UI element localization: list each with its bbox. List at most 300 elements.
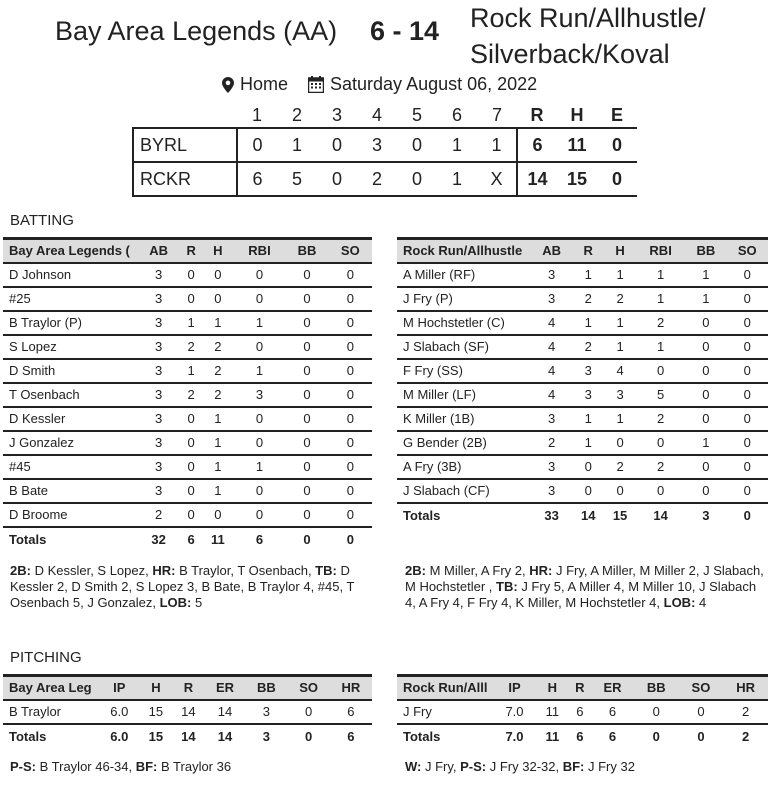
stat-cell: 0 [180, 431, 202, 455]
stat-cell: 0 [180, 503, 202, 527]
stat-cell: 0 [285, 455, 328, 479]
note-value: J Fry 32-32, [486, 759, 563, 774]
total-cell: 0 [287, 724, 329, 748]
linescore-cell: 3 [357, 128, 397, 162]
game-meta [222, 74, 537, 95]
stat-cell: 0 [180, 455, 202, 479]
stat-cell: 3 [604, 383, 636, 407]
stat-cell: 0 [727, 407, 768, 431]
table-row [3, 479, 372, 503]
away-pitching-table [397, 674, 768, 748]
linescore-row [133, 128, 637, 162]
linescore-table [132, 104, 637, 197]
map-pin-icon [222, 77, 234, 93]
player-name: J Slabach (SF) [397, 335, 531, 359]
stat-cell: 3 [531, 287, 572, 311]
stat-cell: 11 [536, 700, 569, 724]
stat-cell: 0 [287, 700, 329, 724]
stat-cell: 0 [329, 479, 372, 503]
player-name: K Miller (1B) [397, 407, 531, 431]
stat-cell: 7.0 [493, 700, 536, 724]
stat-cell: 0 [727, 263, 768, 287]
stat-cell: 0 [572, 455, 604, 479]
stat-cell: 0 [636, 431, 685, 455]
table-row [397, 359, 768, 383]
stat-cell: 2 [572, 335, 604, 359]
stat-cell: 2 [723, 700, 768, 724]
player-name: B Traylor (P) [3, 311, 137, 335]
note-key: LOB: [159, 595, 192, 610]
note-value: J Fry, [421, 759, 461, 774]
table-row [3, 263, 372, 287]
total-cell: 0 [679, 724, 724, 748]
column-header: H [536, 676, 569, 700]
note-value: M Miller, A Fry 2, [425, 563, 530, 578]
totals-label: Totals [397, 724, 493, 748]
player-name: A Fry (3B) [397, 455, 531, 479]
table-row [397, 335, 768, 359]
stat-cell: 0 [329, 287, 372, 311]
stat-cell: 0 [727, 383, 768, 407]
stat-cell: 6.0 [99, 700, 140, 724]
table-row [3, 407, 372, 431]
stat-cell: 0 [285, 407, 328, 431]
stat-cell: 0 [604, 431, 636, 455]
stat-cell: 0 [679, 700, 724, 724]
player-name: B Bate [3, 479, 137, 503]
column-header: IP [99, 676, 140, 700]
stat-cell: 1 [636, 335, 685, 359]
stat-cell: 6 [569, 700, 591, 724]
stat-cell: 0 [234, 503, 286, 527]
stat-cell: 1 [604, 263, 636, 287]
table-row [397, 455, 768, 479]
linescore-cell: 5 [277, 162, 317, 196]
column-header: R [172, 676, 205, 700]
column-header: AB [531, 239, 572, 263]
player-name: M Miller (LF) [397, 383, 531, 407]
table-row [397, 383, 768, 407]
stat-cell: 3 [137, 263, 180, 287]
stat-cell: 0 [202, 287, 234, 311]
stat-cell: 0 [604, 479, 636, 503]
stat-cell: 0 [685, 455, 726, 479]
table-header-row [3, 239, 372, 263]
column-header: HR [330, 676, 372, 700]
player-name: J Slabach (CF) [397, 479, 531, 503]
stat-cell: 3 [531, 455, 572, 479]
stat-cell: 2 [202, 335, 234, 359]
total-cell: 15 [604, 503, 636, 527]
column-header: SO [727, 239, 768, 263]
linescore-team: BYRL [133, 128, 237, 162]
stat-cell: 4 [531, 359, 572, 383]
stat-cell: 0 [329, 263, 372, 287]
stat-cell: 0 [285, 263, 328, 287]
table-row [3, 335, 372, 359]
note-value: D Kessler, S Lopez, [30, 563, 153, 578]
stat-cell: 1 [234, 359, 286, 383]
totals-row [3, 527, 372, 551]
note-value: 5 [191, 595, 203, 610]
column-header: SO [287, 676, 329, 700]
linescore-header: 4 [371, 105, 382, 125]
stat-cell: 0 [727, 431, 768, 455]
stat-cell: 0 [285, 431, 328, 455]
player-name: D Broome [3, 503, 137, 527]
stat-cell: 3 [137, 431, 180, 455]
total-cell: 3 [685, 503, 726, 527]
stat-cell: 0 [727, 311, 768, 335]
stat-cell: 0 [329, 503, 372, 527]
stat-cell: 0 [685, 479, 726, 503]
column-header: SO [679, 676, 724, 700]
column-header: H [202, 239, 234, 263]
away-pitching-notes [405, 759, 767, 775]
column-header: R [572, 239, 604, 263]
total-cell: 14 [172, 724, 205, 748]
stat-cell: 0 [727, 479, 768, 503]
linescore-cell: 0 [397, 162, 437, 196]
stat-cell: 3 [137, 479, 180, 503]
column-header: ER [205, 676, 246, 700]
stat-cell: 0 [636, 359, 685, 383]
stat-cell: 0 [285, 287, 328, 311]
away-batting-table [397, 237, 768, 527]
stat-cell: 1 [180, 311, 202, 335]
stat-cell: 2 [604, 287, 636, 311]
stat-cell: 0 [329, 431, 372, 455]
total-cell: 7.0 [493, 724, 536, 748]
stat-cell: 0 [329, 335, 372, 359]
note-key: TB: [315, 563, 337, 578]
stat-cell: 2 [636, 407, 685, 431]
stat-cell: 0 [329, 455, 372, 479]
total-cell: 6 [180, 527, 202, 551]
stat-cell: 15 [140, 700, 173, 724]
total-cell: 14 [205, 724, 246, 748]
stat-cell: 1 [604, 407, 636, 431]
note-key: TB: [496, 579, 518, 594]
totals-row [3, 724, 372, 748]
column-header: SO [329, 239, 372, 263]
stat-cell: 1 [202, 479, 234, 503]
table-header-row [3, 676, 372, 700]
note-key: LOB: [663, 595, 696, 610]
stat-cell: 0 [727, 335, 768, 359]
total-cell: 6 [234, 527, 286, 551]
linescore-cell: 6 [237, 162, 277, 196]
stat-cell: 2 [202, 383, 234, 407]
table-row [397, 431, 768, 455]
note-key: P-S: [460, 759, 487, 774]
stat-cell: 6 [330, 700, 372, 724]
linescore-header: 6 [451, 105, 462, 125]
stat-cell: 0 [285, 311, 328, 335]
total-cell: 11 [202, 527, 234, 551]
player-name: #25 [3, 287, 137, 311]
linescore-cell: 1 [477, 128, 517, 162]
stat-cell: 14 [172, 700, 205, 724]
stat-cell: 1 [572, 263, 604, 287]
player-name: J Fry (P) [397, 287, 531, 311]
linescore-header: 7 [491, 105, 502, 125]
note-value: J Fry 32 [584, 759, 635, 774]
linescore-header: 2 [291, 105, 302, 125]
stat-cell: 1 [685, 431, 726, 455]
stat-cell: 0 [285, 503, 328, 527]
linescore-cell: 1 [437, 128, 477, 162]
column-header: HR [723, 676, 768, 700]
note-value: B Traylor 46-34, [36, 759, 136, 774]
total-cell: 6 [591, 724, 634, 748]
total-cell: 11 [536, 724, 569, 748]
linescore-cell: 0 [317, 128, 357, 162]
stat-cell: 2 [572, 287, 604, 311]
column-header: Bay Area Leg [3, 676, 99, 700]
table-row [397, 407, 768, 431]
linescore-header: E [610, 105, 623, 125]
total-cell: 6 [569, 724, 591, 748]
column-header: Rock Run/Alll [397, 676, 493, 700]
total-cell: 0 [727, 503, 768, 527]
totals-label: Totals [3, 527, 137, 551]
home-batting-notes [10, 563, 370, 611]
stat-cell: 1 [636, 263, 685, 287]
stat-cell: 3 [137, 407, 180, 431]
column-header: BB [685, 239, 726, 263]
column-header: Rock Run/Allhustle [397, 239, 531, 263]
stat-cell: 0 [180, 263, 202, 287]
player-name: D Johnson [3, 263, 137, 287]
stat-cell: 0 [234, 407, 286, 431]
table-row [3, 311, 372, 335]
totals-label: Totals [3, 724, 99, 748]
stat-cell: 1 [604, 311, 636, 335]
player-name: J Fry [397, 700, 493, 724]
table-header-row [397, 676, 768, 700]
column-header: IP [493, 676, 536, 700]
player-name: A Miller (RF) [397, 263, 531, 287]
location-label: Home [240, 74, 289, 94]
stat-cell: 0 [285, 479, 328, 503]
total-cell: 33 [531, 503, 572, 527]
linescore-row [133, 162, 637, 196]
note-value: B Traylor 36 [157, 759, 232, 774]
stat-cell: 4 [531, 335, 572, 359]
stat-cell: 0 [234, 479, 286, 503]
linescore-header: 1 [251, 105, 262, 125]
stat-cell: 0 [636, 479, 685, 503]
home-pitching-table [3, 674, 372, 748]
table-row [397, 700, 768, 724]
table-row [3, 503, 372, 527]
total-cell: 6 [330, 724, 372, 748]
stat-cell: 1 [685, 287, 726, 311]
totals-row [397, 724, 768, 748]
stat-cell: 0 [329, 311, 372, 335]
stat-cell: 1 [180, 359, 202, 383]
stat-cell: 4 [604, 359, 636, 383]
stat-cell: 0 [329, 383, 372, 407]
stat-cell: 3 [137, 455, 180, 479]
total-cell: 6.0 [99, 724, 140, 748]
stat-cell: 1 [202, 455, 234, 479]
stat-cell: 1 [234, 311, 286, 335]
linescore-cell: 11 [557, 128, 597, 162]
stat-cell: 3 [137, 311, 180, 335]
batting-section-label: BATTING [10, 212, 74, 229]
stat-cell: 3 [234, 383, 286, 407]
stat-cell: 0 [572, 479, 604, 503]
total-cell: 0 [634, 724, 679, 748]
table-row [397, 311, 768, 335]
stat-cell: 0 [634, 700, 679, 724]
final-score: 6 - 14 [370, 16, 440, 46]
stat-cell: 0 [285, 359, 328, 383]
stat-cell: 0 [234, 263, 286, 287]
linescore-header: H [570, 105, 584, 125]
stat-cell: 3 [137, 383, 180, 407]
note-key: P-S: [10, 759, 36, 774]
stat-cell: 3 [137, 287, 180, 311]
table-row [3, 431, 372, 455]
linescore-header: 3 [331, 105, 342, 125]
stat-cell: 2 [180, 383, 202, 407]
linescore-header [133, 104, 237, 128]
stat-cell: 0 [685, 407, 726, 431]
note-key: W: [405, 759, 422, 774]
note-key: HR: [529, 563, 553, 578]
player-name: B Traylor [3, 700, 99, 724]
stat-cell: 1 [572, 407, 604, 431]
stat-cell: 2 [604, 455, 636, 479]
table-row [397, 263, 768, 287]
linescore-cell: 15 [557, 162, 597, 196]
stat-cell: 1 [685, 263, 726, 287]
total-cell: 14 [572, 503, 604, 527]
linescore-header: 5 [411, 105, 422, 125]
stat-cell: 0 [234, 335, 286, 359]
stat-cell: 1 [202, 311, 234, 335]
stat-cell: 2 [636, 455, 685, 479]
note-key: 2B: [405, 563, 426, 578]
column-header: BB [245, 676, 287, 700]
stat-cell: 0 [685, 359, 726, 383]
stat-cell: 0 [685, 383, 726, 407]
column-header: RBI [636, 239, 685, 263]
totals-label: Totals [397, 503, 531, 527]
total-cell: 32 [137, 527, 180, 551]
stat-cell: 0 [180, 407, 202, 431]
stat-cell: 1 [572, 431, 604, 455]
stat-cell: 1 [572, 311, 604, 335]
column-header: BB [285, 239, 328, 263]
away-team-name: Rock Run/Allhustle/ Silverback/Koval [470, 3, 706, 69]
table-row [3, 287, 372, 311]
stat-cell: 0 [234, 431, 286, 455]
player-name: #45 [3, 455, 137, 479]
player-name: F Fry (SS) [397, 359, 531, 383]
totals-row [397, 503, 768, 527]
linescore-cell: 0 [237, 128, 277, 162]
game-date: Saturday August 06, 2022 [330, 74, 538, 94]
stat-cell: 1 [234, 455, 286, 479]
table-row [3, 700, 372, 724]
table-row [3, 455, 372, 479]
stat-cell: 0 [685, 311, 726, 335]
column-header: H [140, 676, 173, 700]
stat-cell: 1 [604, 335, 636, 359]
stat-cell: 3 [572, 359, 604, 383]
player-name: D Kessler [3, 407, 137, 431]
note-value: B Traylor, T Osenbach, [175, 563, 316, 578]
stat-cell: 3 [531, 479, 572, 503]
stat-cell: 3 [531, 263, 572, 287]
stat-cell: 0 [234, 287, 286, 311]
linescore-cell: 6 [517, 128, 557, 162]
note-key: BF: [135, 759, 158, 774]
linescore-cell: 1 [437, 162, 477, 196]
stat-cell: 0 [180, 287, 202, 311]
linescore-cell: 0 [597, 162, 637, 196]
linescore-cell: 0 [317, 162, 357, 196]
stat-cell: 3 [137, 359, 180, 383]
stat-cell: 0 [329, 359, 372, 383]
note-key: 2B: [10, 563, 31, 578]
column-header: BB [634, 676, 679, 700]
home-pitching-notes [10, 759, 370, 775]
stat-cell: 0 [285, 383, 328, 407]
note-value: J Fry 5, A Miller 4, M Miller 10, J Slabach 4, A Fry 4, F Fry 4, K Miller, M Hochstetler 4, [405, 579, 757, 610]
total-cell: 0 [329, 527, 372, 551]
table-row [3, 359, 372, 383]
table-row [3, 383, 372, 407]
linescore-cell: 1 [277, 128, 317, 162]
stat-cell: 0 [202, 263, 234, 287]
stat-cell: 1 [202, 431, 234, 455]
stat-cell: 4 [531, 383, 572, 407]
stat-cell: 0 [285, 335, 328, 359]
stat-cell: 2 [531, 431, 572, 455]
total-cell: 0 [285, 527, 328, 551]
column-header: ER [591, 676, 634, 700]
linescore-cell: 0 [397, 128, 437, 162]
stat-cell: 2 [636, 311, 685, 335]
stat-cell: 0 [727, 359, 768, 383]
table-row [397, 287, 768, 311]
table-header-row [397, 239, 768, 263]
note-value: 4 [695, 595, 707, 610]
stat-cell: 2 [180, 335, 202, 359]
stat-cell: 3 [531, 407, 572, 431]
stat-cell: 0 [727, 287, 768, 311]
stat-cell: 0 [685, 335, 726, 359]
column-header: R [180, 239, 202, 263]
linescore-header: R [530, 105, 544, 125]
column-header: Bay Area Legends ( [3, 239, 137, 263]
linescore-cell: 14 [517, 162, 557, 196]
stat-cell: 14 [205, 700, 246, 724]
player-name: G Bender (2B) [397, 431, 531, 455]
stat-cell: 2 [137, 503, 180, 527]
linescore-team: RCKR [133, 162, 237, 196]
stat-cell: 2 [202, 359, 234, 383]
player-name: D Smith [3, 359, 137, 383]
total-cell: 2 [723, 724, 768, 748]
column-header: RBI [234, 239, 286, 263]
pitching-section-label: PITCHING [10, 649, 82, 666]
